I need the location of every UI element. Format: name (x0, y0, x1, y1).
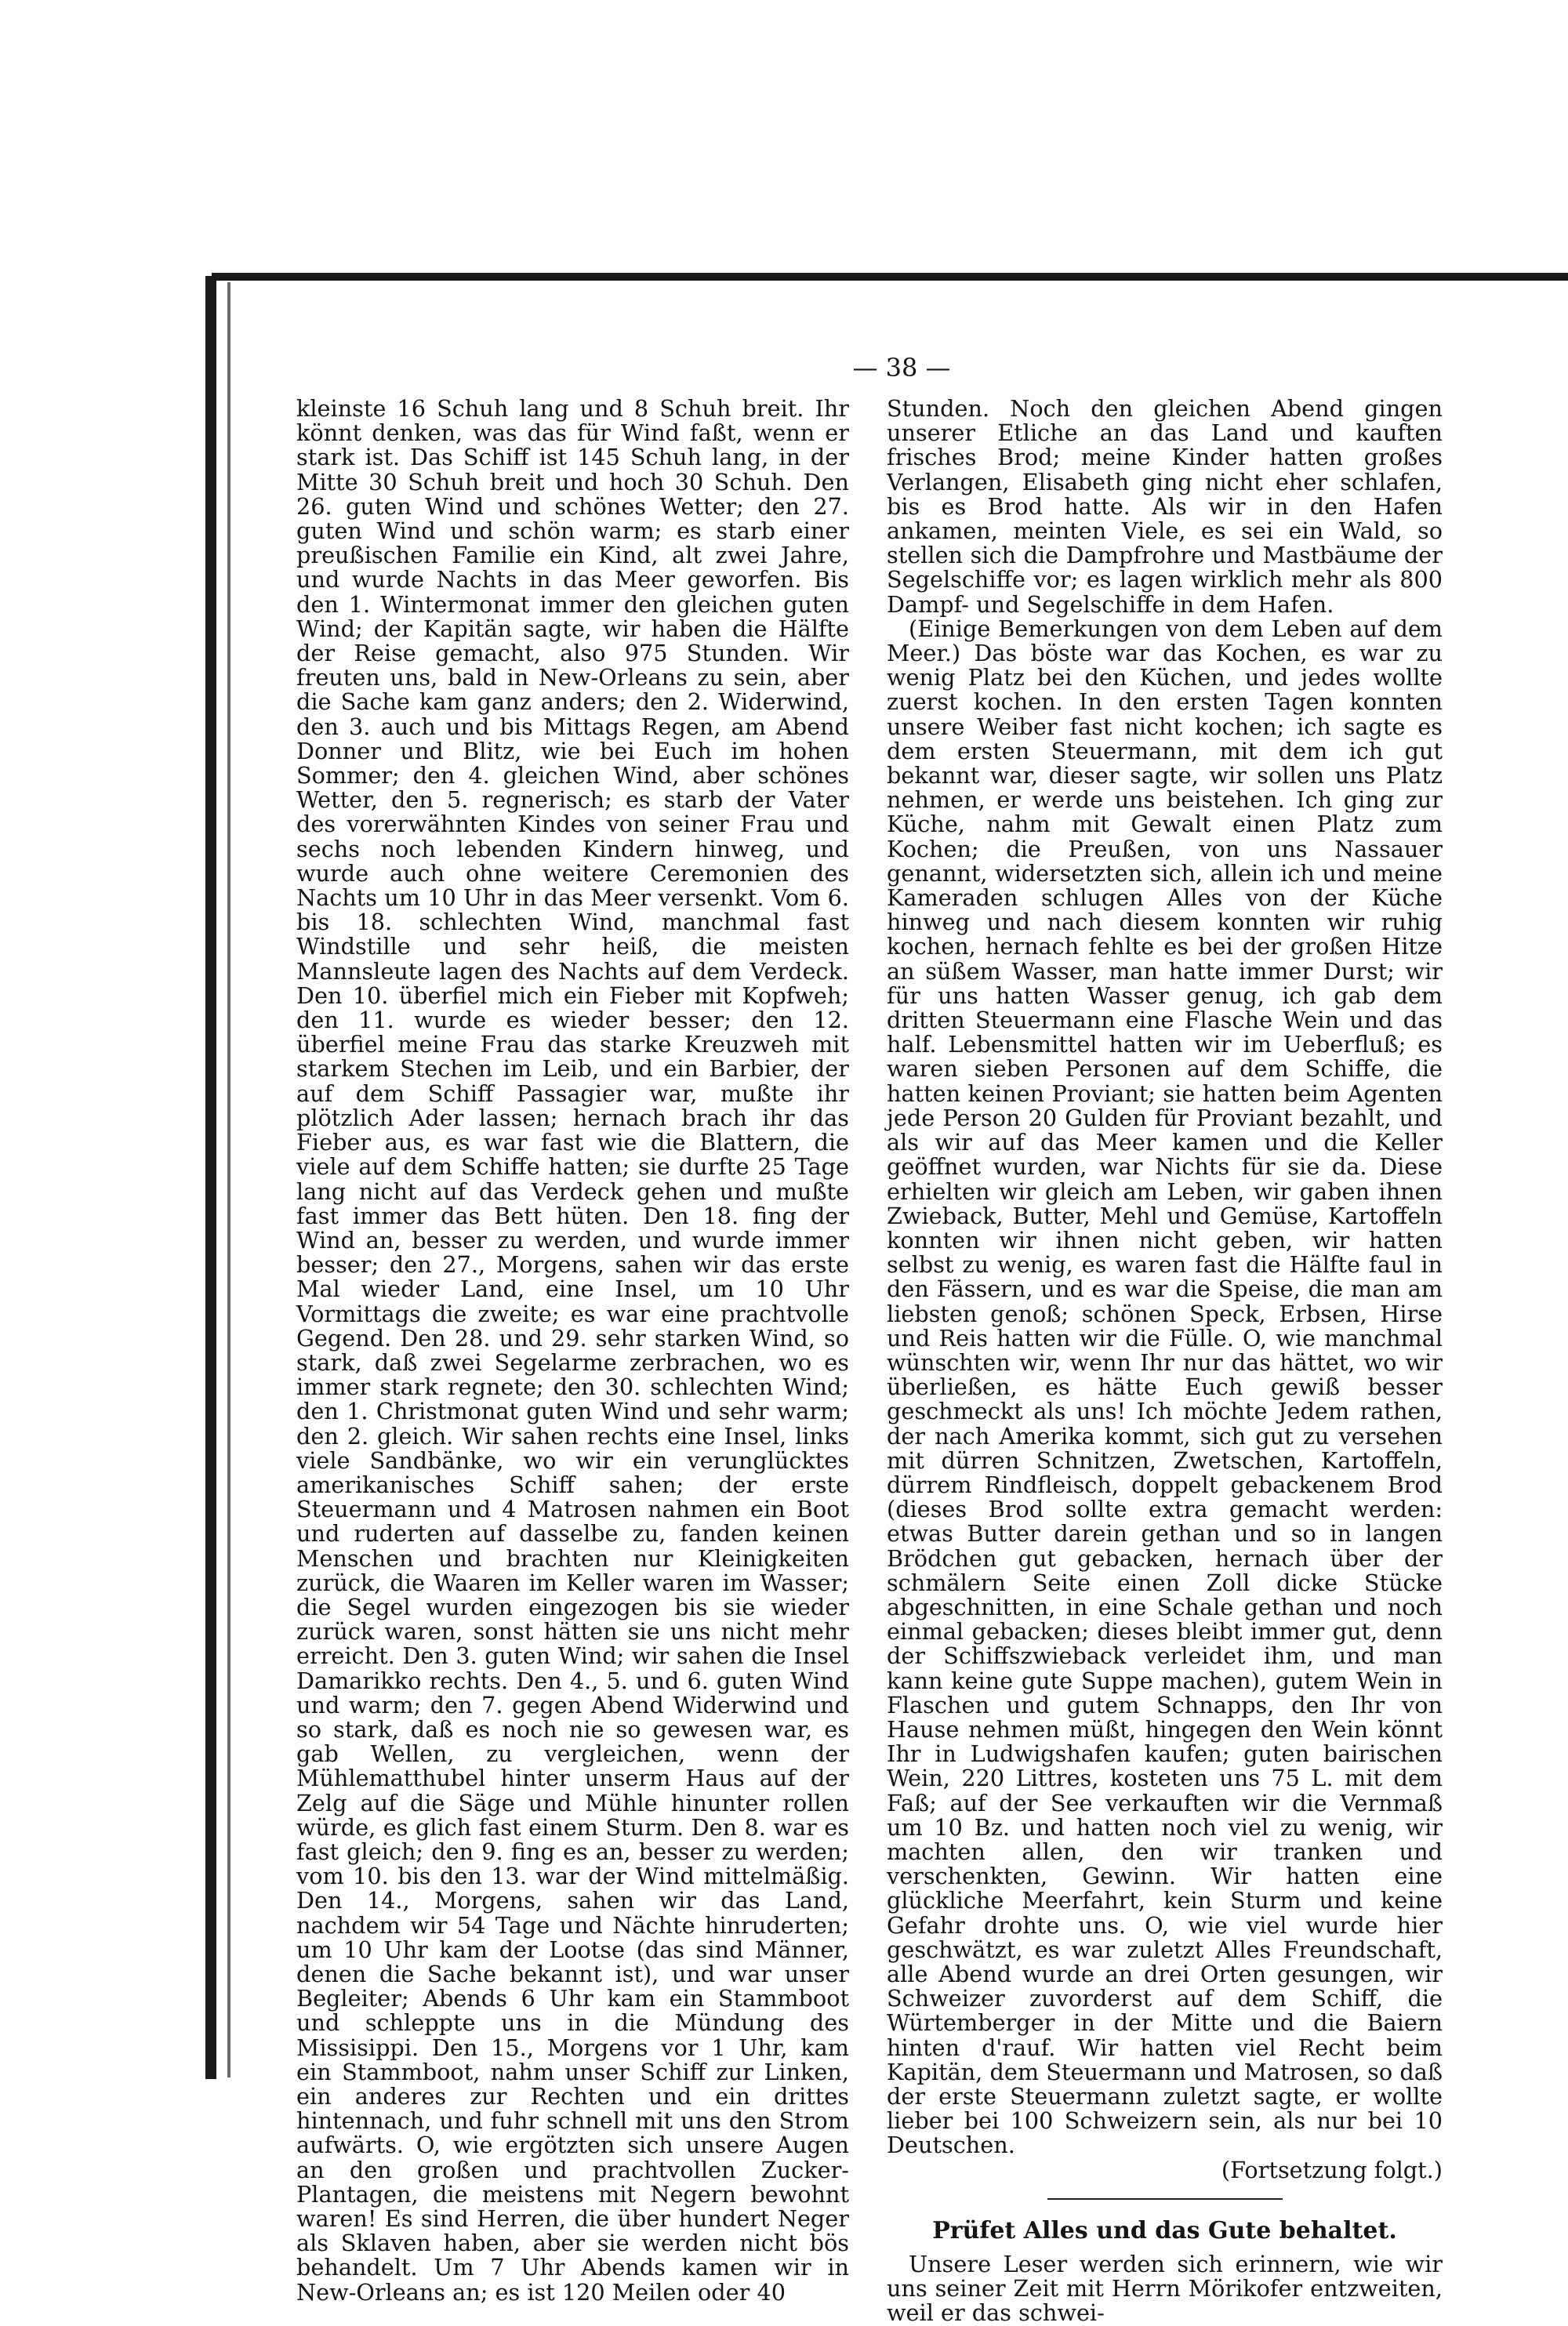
left-column (296, 397, 849, 2305)
section-text: Unsere Leser werden sich erinnern, wie wir uns seiner Zeit mit Herrn Mörikofer entzweiten, weil er das schwei- (887, 2251, 1443, 2326)
continuation-note: (Fortsetzung folgt.) (1221, 2156, 1443, 2183)
right-paragraph-2: (Einige Bemerkungen von dem Leben auf dem Meer.) Das böste war das Kochen, es war zu wenig Platz bei den Küchen, und jedes wollte zuerst kochen. In den ersten Tagen konnten unsere Weiber fast nicht kochen; ich sagte es dem ersten Steuermann, mit dem ich gut bekannt war, dieser sagte, wir sollen uns Platz nehmen, er werde uns beistehen. Ich ging zur Küche, nahm mit Gewalt einen Platz zum Kochen; die Preußen, von uns Nassauer genannt, widersetzten sich, allein ich und meine Kameraden schlugen Alles von der Küche hinweg und nach diesem konnten wir ruhig kochen, hernach fehlte es bei der großen Hitze an süßem Wasser, man hatte immer Durst; wir für uns hatten Wasser genug, ich gab dem dritten Steuermann eine Flasche Wein und das half. Lebensmittel hatten wir im Ueberfluß; es waren sieben Personen auf dem Schiffe, die hatten keinen Proviant; sie hatten beim Agenten jede Person 20 Gulden für Proviant bezahlt, und als wir auf das Meer kamen und die Keller geöffnet wurden, war Nichts für sie da. Diese erhielten wir gleich am Leben, wir gaben ihnen Zwieback, Butter, Mehl und Gemüse, Kartoffeln konnten wir ihnen nicht geben, wir hatten selbst zu wenig, es waren fast die Hälfte faul in den Fässern, und es war die Speise, die man am liebsten genoß; schönen Speck, Erbsen, Hirse und Reis hatten wir die Fülle. O, wie manchmal wünschten wir, wenn Ihr nur das hättet, wo wir überließen, es hätte Euch gewiß besser geschmeckt als uns! Ich möchte Jedem rathen, der nach Amerika kommt, sich gut zu versehen mit dürren Schnitzen, Zwetschen, Kartoffeln, dürrem Rindfleisch, doppelt gebackenem Brod (dieses Brod sollte extra gemacht werden: etwas Butter darein gethan und so in langen Brödchen gut gebacken, hernach über der schmälern Seite einen Zoll dicke Stücke abgeschnitten, in eine Schale gethan und noch einmal gebacken; dieses bleibt immer gut, denn der Schiffszwieback verleidet ihm, und man kann keine gute Suppe machen), gutem Wein in Flaschen und gutem Schnapps, den Ihr von Hause nehmen müßt, hingegen den Wein könnt Ihr in Ludwigshafen kaufen; guten bairischen Wein, 220 Littres, kosteten uns 75 L. mit dem Faß; auf der See verkauften wir die Vernmaß um 10 Bz. und hatten noch viel zu wenig, wir machten allen, den wir tranken und verschenkten, Gewinn. Wir hatten eine glückliche Meerfahrt, kein Sturm und keine Gefahr drohte uns. O, wie viel wurde hier geschwätzt, es war zuletzt Alles Freundschaft, alle Abend wurde an drei Orten gesungen, wir Schweizer zuvorderst auf dem Schiff, die Würtemberger in der Mitte und die Baiern hinten d'rauf. Wir hatten viel Recht beim Kapitän, dem Steuermann und Matrosen, so daß der erste Steuermann zuletzt sagte, er wollte lieber bei 100 Schweizern sein, als nur bei 10 Deutschen. (887, 615, 1443, 2159)
page-edge (227, 282, 230, 2077)
section-divider (1047, 2198, 1283, 2200)
left-paragraph: kleinste 16 Schuh lang und 8 Schuh breit. Ihr könnt denken, was das für Wind faßt, wenn er stark ist. Das Schiff ist 145 Schuh lang, in der Mitte 30 Schuh breit und hoch 30 Schuh. Den 26. guten Wind und schönes Wetter; den 27. guten Wind und schön warm; es starb einer preußischen Familie ein Kind, alt zwei Jahre, und wurde Nachts in das Meer geworfen. Bis den 1. Wintermonat immer den gleichen guten Wind; der Kapitän sagte, wir haben die Hälfte der Reise gemacht, also 975 Stunden. Wir freuten uns, bald in New-Orleans zu sein, aber die Sache kam ganz anders; den 2. Widerwind, den 3. auch und bis Mittags Regen, am Abend Donner und Blitz, wie bei Euch im hohen Sommer; den 4. gleichen Wind, aber schönes Wetter, den 5. regnerisch; es starb der Vater des vorerwähnten Kindes von seiner Frau und sechs noch lebenden Kindern hinweg, und wurde auch ohne weitere Ceremonien des Nachts um 10 Uhr in das Meer versenkt. Vom 6. bis 18. schlechten Wind, manchmal fast Windstille und sehr heiß, die meisten Mannsleute lagen des Nachts auf dem Verdeck. Den 10. überfiel mich ein Fieber mit Kopfweh; den 11. wurde es wieder besser; den 12. überfiel meine Frau das starke Kreuzweh mit starkem Stechen im Leib, und ein Barbier, der auf dem Schiff Passagier war, mußte ihr plötzlich Ader lassen; hernach brach ihr das Fieber aus, es war fast wie die Blattern, die viele auf dem Schiffe hatten; sie durfte 25 Tage lang nicht auf das Verdeck gehen und mußte fast immer das Bett hüten. Den 18. fing der Wind an, besser zu werden, und wurde immer besser; den 27., Morgens, sahen wir das erste Mal wieder Land, eine Insel, um 10 Uhr Vormittags die zweite; es war eine prachtvolle Gegend. Den 28. und 29. sehr starken Wind, so stark, daß zwei Segelarme zerbrachen, wo es immer stark regnete; den 30. schlechten Wind; den 1. Christmonat guten Wind und sehr warm; den 2. gleich. Wir sahen rechts eine Insel, links viele Sandbänke, wo wir ein verunglücktes amerikanisches Schiff sahen; der erste Steuermann und 4 Matrosen nahmen ein Boot und ruderten auf dasselbe zu, fanden keinen Menschen und brachten nur Kleinigkeiten zurück, die Waaren im Keller waren im Wasser; die Segel wurden eingezogen bis sie wieder zurück waren, sonst hätten sie uns nicht mehr erreicht. Den 3. guten Wind; wir sahen die Insel Damarikko rechts. Den 4., 5. und 6. guten Wind und warm; den 7. gegen Abend Widerwind und so stark, daß es noch nie so gewesen war, es gab Wellen, zu vergleichen, wenn der Mühlematthubel hinter unserm Haus auf der Zelg auf die Säge und Mühle hinunter rollen würde, es glich fast einem Sturm. Den 8. war es fast gleich; den 9. fing es an, besser zu werden; vom 10. bis den 13. war der Wind mittelmäßig. Den 14., Morgens, sahen wir das Land, nachdem wir 54 Tage und Nächte hinruderten; um 10 Uhr kam der Lootse (das sind Männer, denen die Sache bekannt ist), und war unser Begleiter; Abends 6 Uhr kam ein Stammboot und schleppte uns in die Mündung des Missisippi. Den 15., Morgens vor 1 Uhr, kam ein Stammboot, nahm unser Schiff zur Linken, ein anderes zur Rechten und ein drittes hintennach, und fuhr schnell mit uns den Strom aufwärts. O, wie ergötzten sich unsere Augen an den großen und prachtvollen Zucker-Plantagen, die meistens mit Negern bewohnt waren! Es sind Herren, die über hundert Neger als Sklaven haben, aber sie werden nicht bös behandelt. Um 7 Uhr Abends kamen wir in New-Orleans an; es ist 120 Meilen oder 40 (296, 395, 849, 2306)
scan-border-top (212, 273, 1568, 281)
page-number: — 38 — (852, 353, 951, 383)
right-paragraph-1: Stunden. Noch den gleichen Abend gingen unserer Etliche an das Land und kauften frisches Brod; meine Kinder hatten großes Verlangen, Elisabeth ging nicht eher schlafen, bis es Brod hatte. Als wir in den Hafen ankamen, meinten Viele, es sei ein Wald, so stellen sich die Dampfrohre und Mastbäume der Segelschiffe vor; es lagen wirklich mehr als 800 Dampf- und Segelschiffe in dem Hafen. (887, 395, 1443, 618)
right-column (887, 397, 1443, 2326)
section-heading: Prüfet Alles und das Gute behaltet. (932, 2216, 1397, 2244)
scan-border-left (205, 276, 216, 2079)
